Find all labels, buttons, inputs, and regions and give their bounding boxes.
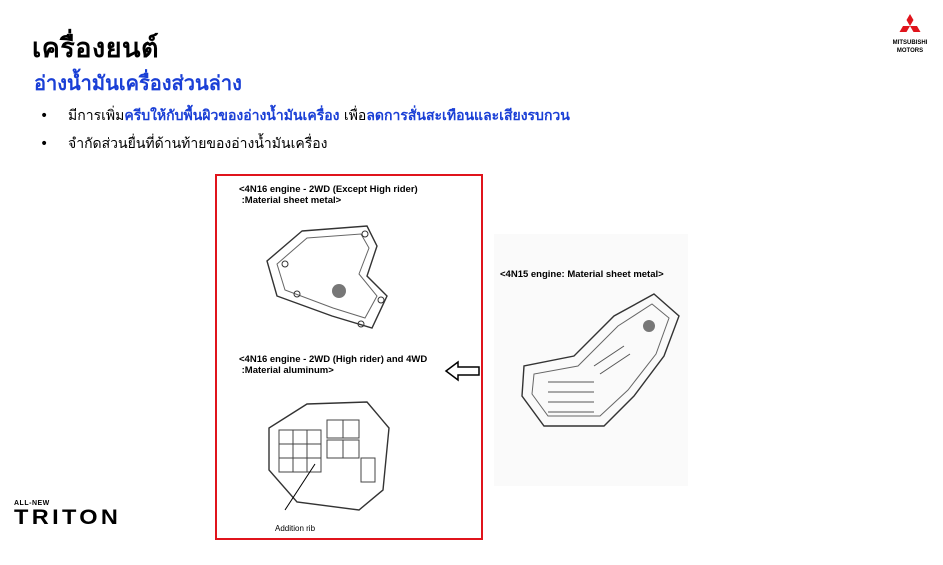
model-logo <box>14 500 122 529</box>
oil-pan-aluminum-illustration <box>257 398 407 518</box>
figure-frame <box>215 174 483 540</box>
page-subtitle: อ่างน้ำมันเครื่องส่วนล่าง <box>34 71 242 95</box>
mitsubishi-logo <box>889 14 931 54</box>
figure-label-right: <4N15 engine: Material sheet metal> <box>500 269 664 280</box>
logo-text-2: MOTORS <box>896 48 924 54</box>
logo-text-1: MITSUBISHI <box>892 40 928 46</box>
figure-label-middle: <4N16 engine - 2WD (High rider) and 4WD :Material aluminum> <box>239 354 428 376</box>
bullet-list <box>40 104 570 160</box>
bullet-text-1d: ลดการสั่นสะเทือนและเสียงรบกวน <box>366 108 570 124</box>
model-name: TRITON <box>14 506 122 529</box>
list-item <box>40 104 570 132</box>
list-item <box>40 132 570 160</box>
model-prefix: ALL-NEW <box>14 500 50 507</box>
bullet-text-1a: มีการเพิ่ม <box>68 108 125 124</box>
left-arrow-icon <box>444 360 482 382</box>
figure-label-top: <4N16 engine - 2WD (Except High rider) :Material sheet metal> <box>239 184 418 206</box>
three-diamonds-icon <box>897 14 923 38</box>
callout-label: Addition rib <box>275 524 316 533</box>
oil-pan-sheet-metal-illustration <box>257 216 397 336</box>
bullet-icon: • <box>40 136 49 152</box>
bullet-text-2: จำกัดส่วนยื่นที่ด้านท้ายของอ่างน้ำมันเครื่อง <box>68 136 328 152</box>
oil-pan-4n15-illustration <box>514 286 684 436</box>
bullet-icon: • <box>40 108 49 124</box>
bullet-text-1c: เพื่อ <box>339 108 367 124</box>
figure-right-panel <box>494 234 688 486</box>
page-title: เครื่องยนต์ <box>32 33 160 64</box>
bullet-text-1b: ครีบให้กับพื้นผิวของอ่างน้ำมันเครื่อง <box>124 108 340 124</box>
